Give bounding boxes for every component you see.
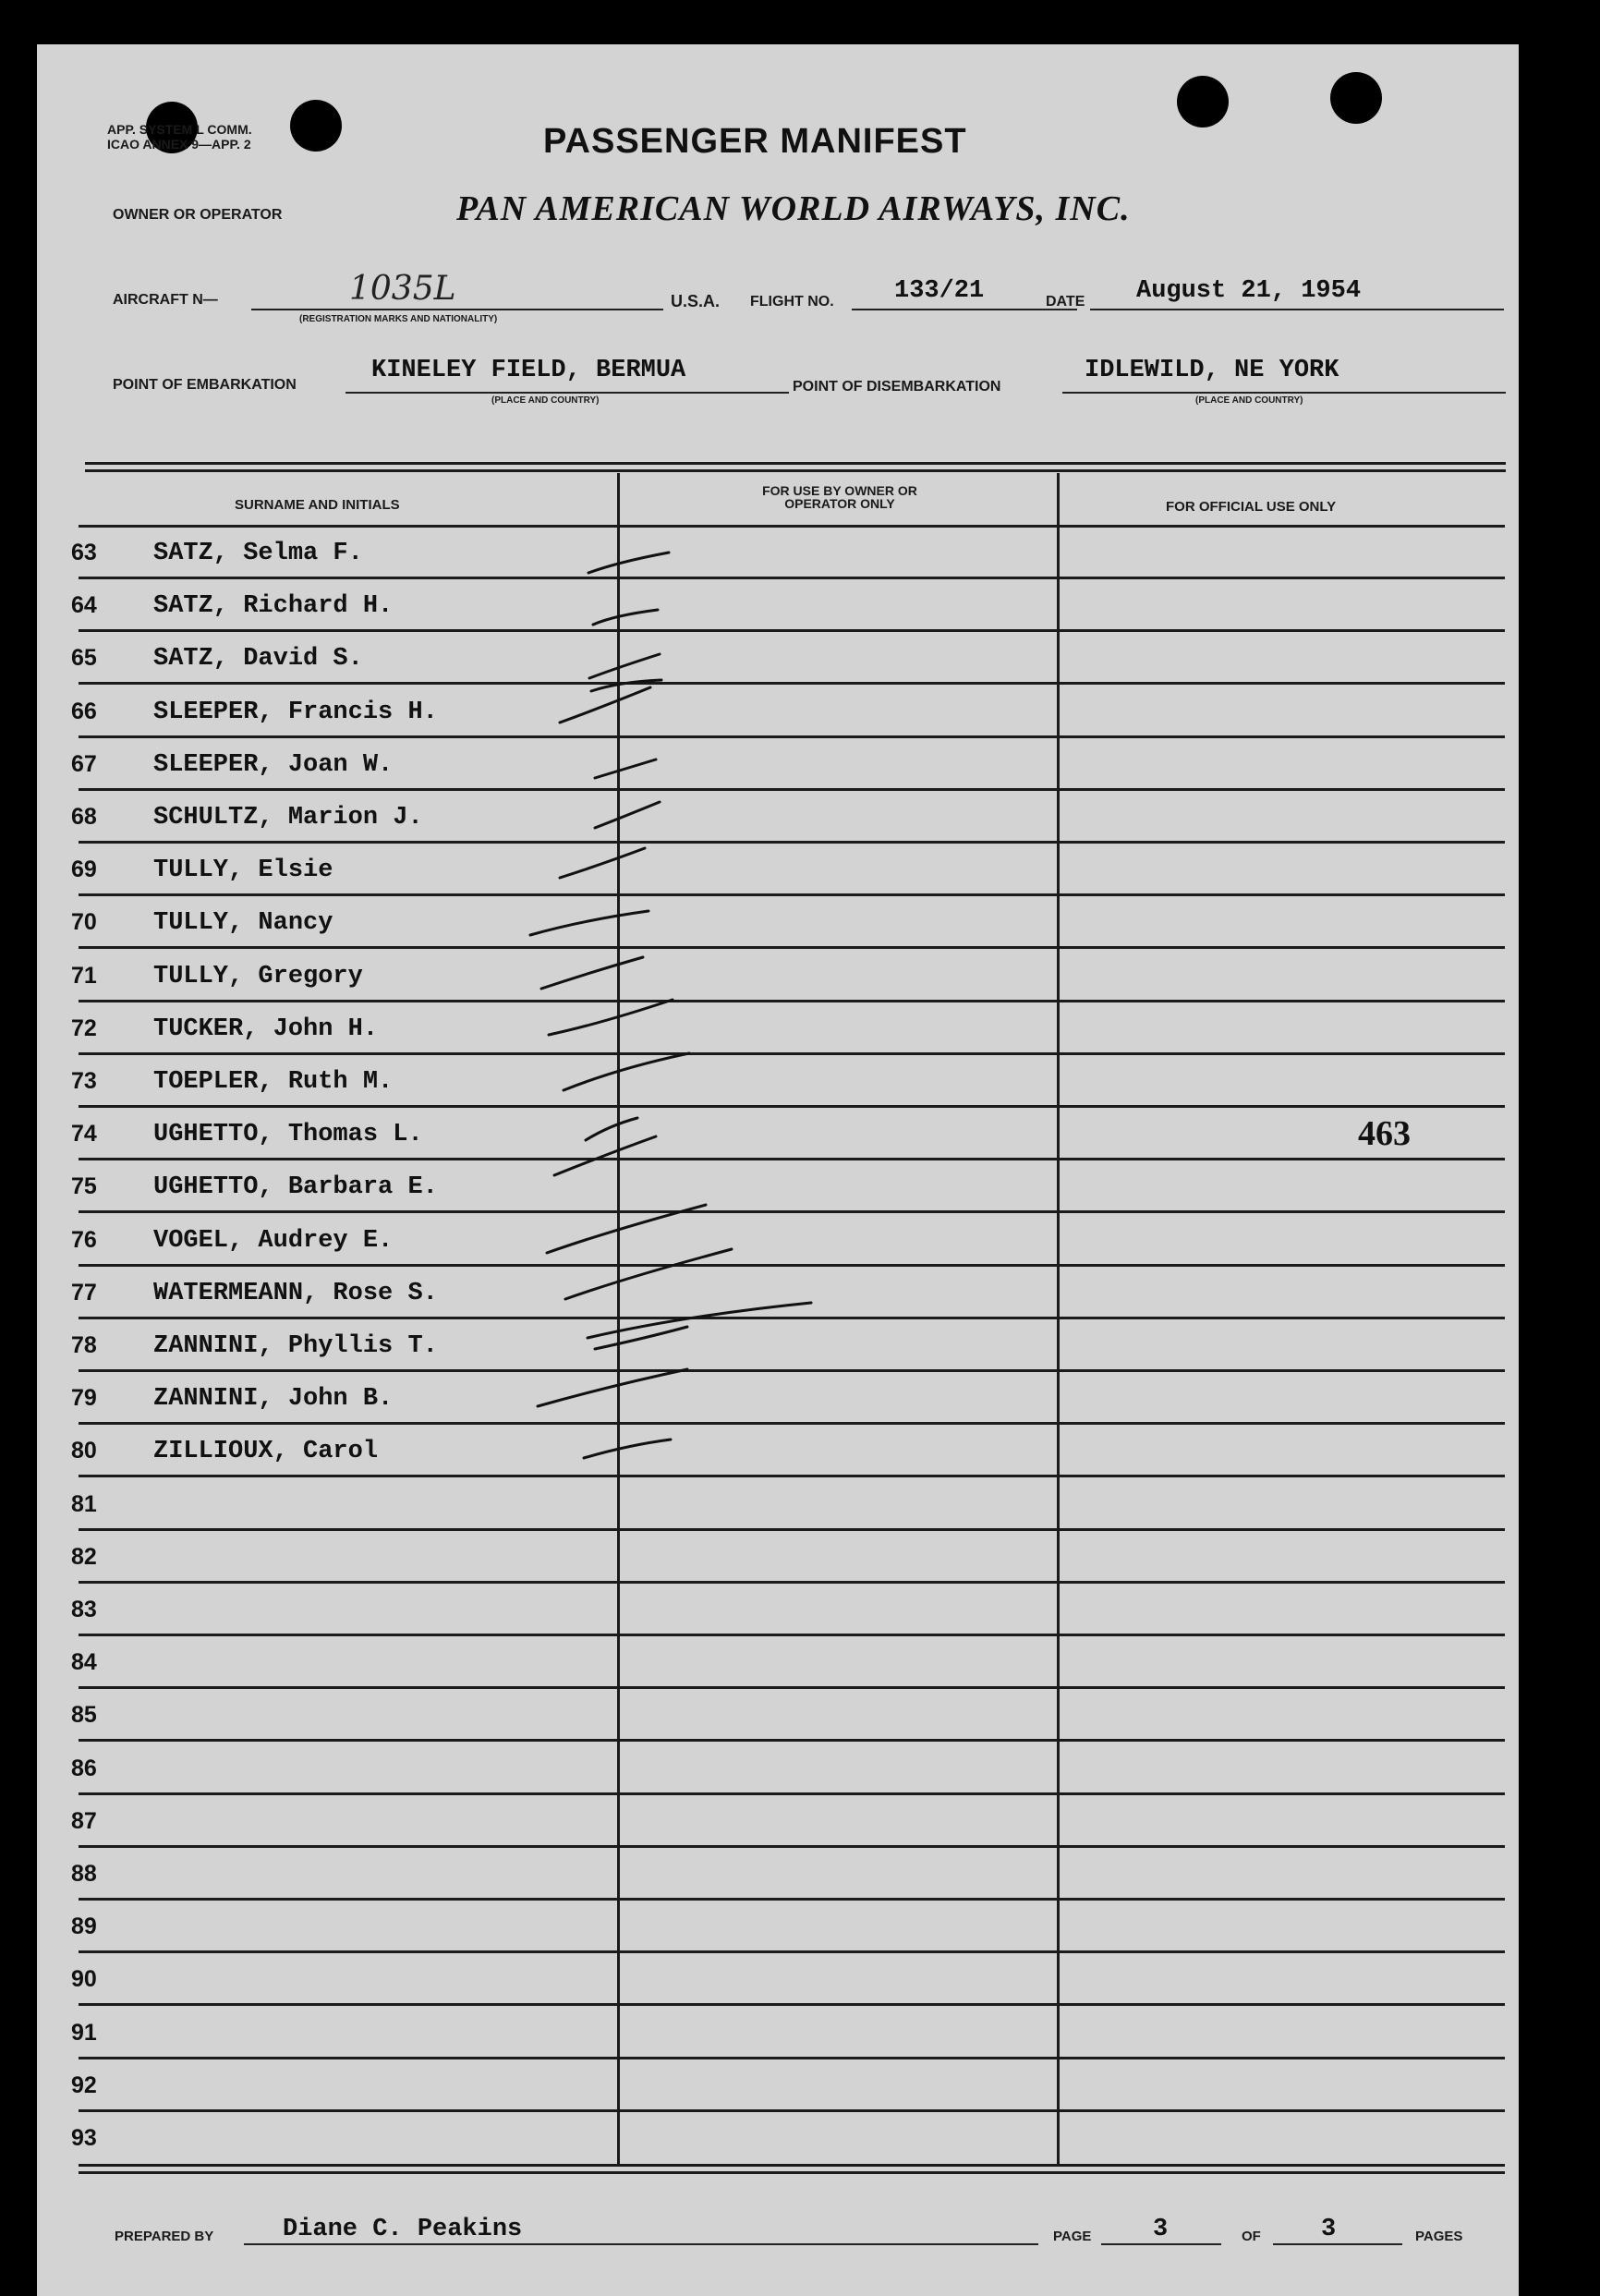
row-number: 72 xyxy=(71,1014,97,1041)
official-use-value: 463 xyxy=(1358,1114,1411,1154)
flight-number: 133/21 xyxy=(894,277,985,305)
passenger-name: TULLY, Nancy xyxy=(153,909,333,938)
row-number: 91 xyxy=(71,2019,97,2046)
check-mark xyxy=(530,911,648,935)
row-number: 82 xyxy=(71,1543,97,1570)
check-mark xyxy=(541,957,643,989)
passenger-name: UGHETTO, Barbara E. xyxy=(153,1173,438,1202)
check-mark xyxy=(554,1136,656,1175)
passenger-name: TULLY, Gregory xyxy=(153,962,363,990)
row-number: 63 xyxy=(71,540,97,565)
passenger-name: TUCKER, John H. xyxy=(153,1014,379,1043)
disembarkation-point: IDLEWILD, NE YORK xyxy=(1085,357,1339,384)
operator-name: PAN AMERICAN WORLD AIRWAYS, INC. xyxy=(456,189,1131,228)
embarkation-label: POINT OF EMBARKATION xyxy=(113,377,297,393)
approval-stamp-line1: APP. SYSTEM L COMM. xyxy=(107,122,252,137)
row-number: 65 xyxy=(71,645,97,672)
passenger-name: ZILLIOUX, Carol xyxy=(153,1438,379,1466)
passenger-name: SCHULTZ, Marion J. xyxy=(153,804,423,832)
check-mark xyxy=(591,680,661,691)
row-number: 93 xyxy=(71,2125,97,2151)
check-mark xyxy=(593,610,658,625)
row-number: 86 xyxy=(71,1755,97,1781)
row-number: 69 xyxy=(71,856,97,883)
prepared-by-name: Diane C. Peakins xyxy=(283,2216,523,2243)
row-number: 74 xyxy=(71,1121,97,1148)
of-label: OF xyxy=(1242,2229,1261,2244)
check-mark xyxy=(538,1369,687,1406)
check-mark xyxy=(588,553,669,573)
owner-operator-label: OWNER OR OPERATOR xyxy=(113,207,283,223)
row-number: 88 xyxy=(71,1861,97,1887)
row-number: 73 xyxy=(71,1068,97,1094)
row-number: 83 xyxy=(71,1597,97,1622)
check-mark xyxy=(560,687,650,723)
check-mark xyxy=(560,848,645,878)
disembarkation-caption: (PLACE AND COUNTRY) xyxy=(1195,395,1303,406)
page-underline xyxy=(1101,2243,1221,2245)
row-number: 79 xyxy=(71,1385,97,1412)
page-label: PAGE xyxy=(1053,2229,1092,2244)
passenger-name: SLEEPER, Joan W. xyxy=(153,750,394,779)
passenger-name: TULLY, Elsie xyxy=(153,856,333,885)
aircraft-label: AIRCRAFT N— xyxy=(113,292,218,308)
aircraft-registration: 1035L xyxy=(349,270,456,308)
passenger-name: ZANNINI, John B. xyxy=(153,1385,394,1414)
row-number: 75 xyxy=(71,1173,97,1200)
row-number: 92 xyxy=(71,2071,97,2098)
embarkation-caption: (PLACE AND COUNTRY) xyxy=(491,395,600,406)
passenger-name: SLEEPER, Francis H. xyxy=(153,698,438,726)
check-mark xyxy=(588,1303,811,1338)
check-mark xyxy=(584,1440,671,1458)
row-number: 70 xyxy=(71,909,97,936)
row-number: 71 xyxy=(71,962,97,989)
aircraft-caption: (REGISTRATION MARKS AND NATIONALITY) xyxy=(299,314,498,324)
passenger-name: WATERMEANN, Rose S. xyxy=(153,1279,438,1307)
page-total: 3 xyxy=(1321,2216,1337,2243)
row-number: 64 xyxy=(71,592,97,619)
column-header-official: FOR OFFICIAL USE ONLY xyxy=(1166,499,1337,515)
pages-label: PAGES xyxy=(1415,2229,1463,2244)
page-number: 3 xyxy=(1153,2216,1169,2243)
passenger-name: UGHETTO, Thomas L. xyxy=(153,1121,423,1149)
document-title: PASSENGER MANIFEST xyxy=(543,122,967,161)
row-number: 85 xyxy=(71,1702,97,1729)
prepared-by-label: PREPARED BY xyxy=(115,2229,214,2244)
row-number: 84 xyxy=(71,1649,97,1676)
row-number: 80 xyxy=(71,1438,97,1464)
row-number: 78 xyxy=(71,1332,97,1358)
check-mark xyxy=(564,1053,689,1090)
check-mark xyxy=(586,1118,637,1140)
check-mark xyxy=(565,1249,732,1299)
check-mark xyxy=(595,1327,687,1349)
check-mark xyxy=(589,654,660,678)
passenger-name: SATZ, Richard H. xyxy=(153,592,394,621)
row-number: 87 xyxy=(71,1807,97,1834)
row-number: 66 xyxy=(71,698,97,724)
check-mark xyxy=(595,802,660,828)
column-header-owner-use: FOR USE BY OWNER OR OPERATOR ONLY xyxy=(762,483,917,511)
passenger-name: VOGEL, Audrey E. xyxy=(153,1226,394,1255)
check-mark xyxy=(547,1205,706,1253)
disembarkation-label: POINT OF DISEMBARKATION xyxy=(793,379,1001,395)
row-number: 68 xyxy=(71,804,97,830)
passenger-name: SATZ, David S. xyxy=(153,645,363,674)
date-label: DATE xyxy=(1046,294,1085,310)
embarkation-point: KINELEY FIELD, BERMUA xyxy=(371,357,686,384)
passenger-name: SATZ, Selma F. xyxy=(153,540,363,567)
row-number: 90 xyxy=(71,1966,97,1993)
prepared-by-underline xyxy=(244,2243,1038,2245)
flight-date: August 21, 1954 xyxy=(1136,277,1362,305)
check-mark xyxy=(595,759,656,778)
passenger-name: ZANNINI, Phyllis T. xyxy=(153,1332,438,1360)
column-header-name: SURNAME AND INITIALS xyxy=(235,497,400,513)
row-number: 76 xyxy=(71,1226,97,1253)
approval-stamp-line2: ICAO ANNEX 9—APP. 2 xyxy=(107,137,251,152)
check-marks xyxy=(37,44,1519,2296)
row-number: 81 xyxy=(71,1490,97,1517)
manifest-sheet xyxy=(37,44,1519,2296)
passenger-name: TOEPLER, Ruth M. xyxy=(153,1068,394,1096)
row-number: 77 xyxy=(71,1279,97,1306)
aircraft-country: U.S.A. xyxy=(671,292,721,310)
row-number: 67 xyxy=(71,750,97,777)
check-mark xyxy=(549,1000,673,1035)
flight-label: FLIGHT NO. xyxy=(750,294,834,310)
row-number: 89 xyxy=(71,1913,97,1940)
of-underline xyxy=(1273,2243,1402,2245)
